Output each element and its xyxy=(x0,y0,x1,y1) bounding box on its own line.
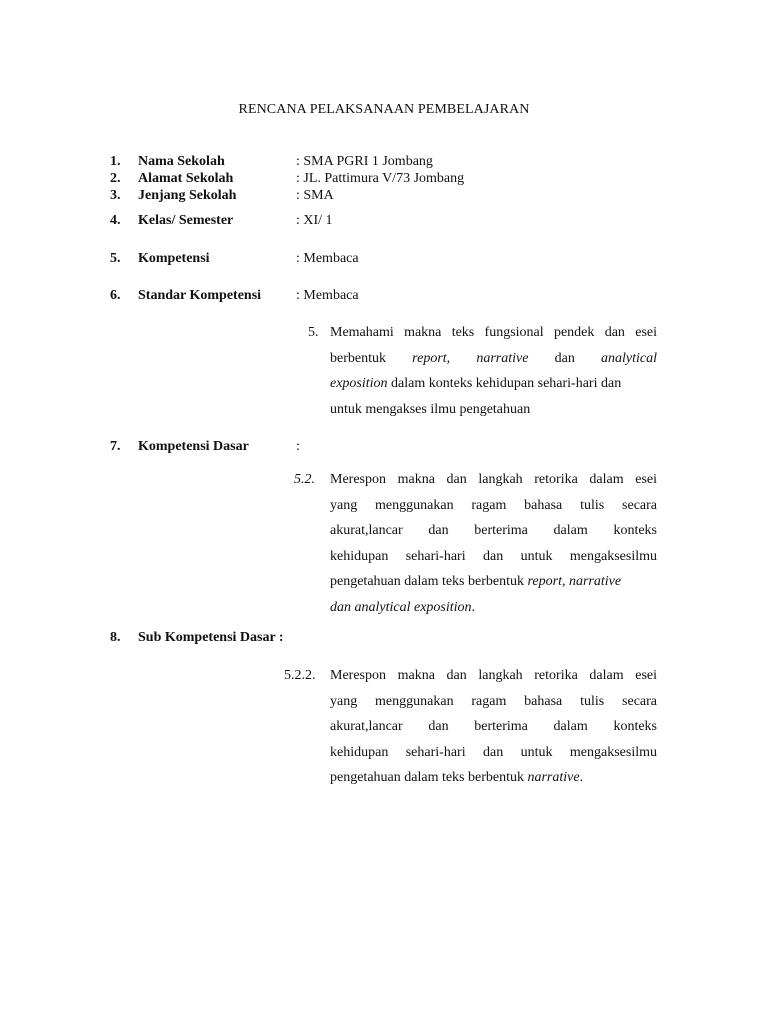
item-label: Alamat Sekolah xyxy=(138,171,234,186)
skd-line: akurat,lancar dan berterima dalam konteks xyxy=(330,719,657,734)
text-run: dan xyxy=(554,350,575,366)
standar-line xyxy=(330,346,657,372)
item-value: : Membaca xyxy=(296,251,359,266)
item-number: 3. xyxy=(110,188,121,203)
item-number: 5. xyxy=(110,251,121,266)
standar-line: Memahami makna teks fungsional pendek dan esei xyxy=(330,325,657,340)
item-number: 1. xyxy=(110,154,121,169)
standar-number: 5. xyxy=(308,325,319,340)
item-number: 7. xyxy=(110,439,121,454)
kd-paragraph xyxy=(330,467,657,620)
text-run: dan analytical exposition xyxy=(330,599,472,615)
text-run: . xyxy=(471,599,476,615)
standar-line xyxy=(330,371,657,397)
item-value: : xyxy=(296,439,300,454)
standar-paragraph xyxy=(330,320,657,422)
document-title: RENCANA PELAKSANAAN PEMBELAJARAN xyxy=(238,102,530,117)
text-run: report, narrative xyxy=(527,574,622,589)
skd-number: 5.2.2. xyxy=(284,668,316,683)
text-run: berbentuk xyxy=(330,350,386,366)
item-number: 8. xyxy=(110,630,121,645)
kd-line xyxy=(330,569,657,595)
item-value: : JL. Pattimura V/73 Jombang xyxy=(296,171,465,186)
skd-line: kehidupan sehari-hari dan untuk mengaksesilmu xyxy=(330,744,657,760)
text-run: . xyxy=(579,770,584,785)
text-run: pengetahuan dalam teks berbentuk xyxy=(330,770,528,785)
kd-line: akurat,lancar dan berterima dalam konteks xyxy=(330,523,657,538)
kd-line xyxy=(330,595,657,621)
item-value: : SMA xyxy=(296,188,334,203)
item-value: : SMA PGRI 1 Jombang xyxy=(296,154,433,169)
skd-paragraph xyxy=(330,663,657,791)
text-run: dalam konteks kehidupan sehari-hari dan xyxy=(387,376,622,391)
kd-line: kehidupan sehari-hari dan untuk mengaksesilmu xyxy=(330,548,657,564)
standar-line: untuk mengakses ilmu pengetahuan xyxy=(330,401,531,417)
skd-line: Merespon makna dan langkah retorika dalam esei xyxy=(330,668,657,683)
item-label: Kompetensi xyxy=(138,251,210,266)
text-run: exposition xyxy=(330,376,388,391)
item-value: : Membaca xyxy=(296,288,359,303)
kd-line: yang menggunakan ragam bahasa tulis secara xyxy=(330,497,657,513)
item-number: 4. xyxy=(110,213,121,228)
item-label: Sub Kompetensi Dasar : xyxy=(138,630,284,645)
skd-line xyxy=(330,765,657,791)
text-run: pengetahuan dalam teks berbentuk xyxy=(330,574,528,589)
text-run: narrative xyxy=(527,770,580,785)
text-run: report, xyxy=(412,350,451,366)
kd-number: 5.2. xyxy=(294,472,315,487)
item-label: Kompetensi Dasar xyxy=(138,439,249,454)
text-run: narrative xyxy=(476,350,529,366)
kd-line: Merespon makna dan langkah retorika dalam esei xyxy=(330,472,657,487)
item-label: Kelas/ Semester xyxy=(138,213,234,228)
item-number: 2. xyxy=(110,171,121,186)
item-value: : XI/ 1 xyxy=(296,213,333,228)
item-number: 6. xyxy=(110,288,121,303)
skd-line: yang menggunakan ragam bahasa tulis secara xyxy=(330,693,657,709)
item-label: Standar Kompetensi xyxy=(138,288,262,303)
item-label: Nama Sekolah xyxy=(138,154,225,169)
item-label: Jenjang Sekolah xyxy=(138,188,237,203)
text-run: analytical xyxy=(601,350,658,366)
